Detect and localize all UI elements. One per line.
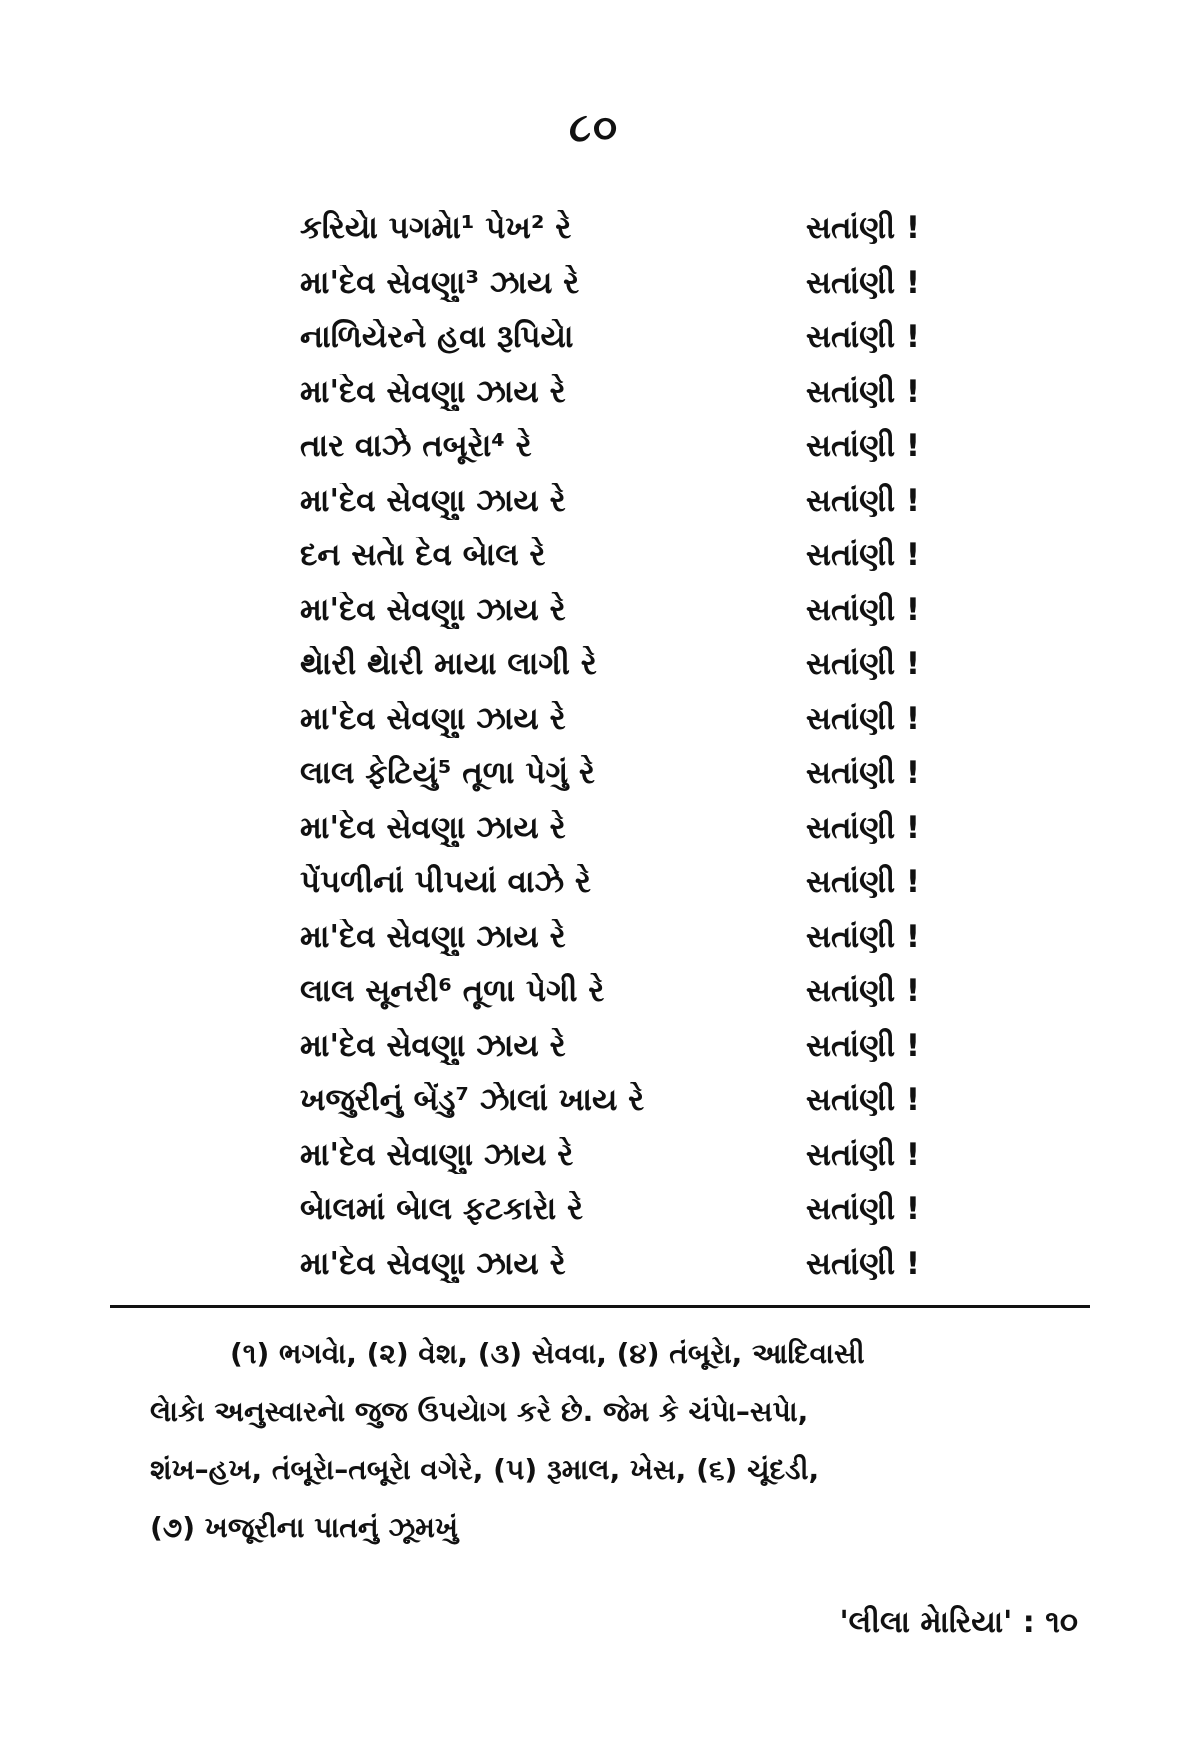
poem-line — [300, 701, 920, 756]
poem-line-text: મા'દેવ સેવણુા ઝાય રે — [300, 482, 566, 519]
page-number: ૮૦ — [568, 105, 620, 151]
poem-line-text: મા'દેવ સેવાણુા ઝાય રે — [300, 1136, 574, 1173]
poem-line — [300, 1028, 920, 1083]
poem-line-refrain: સતાંણી ! — [805, 646, 920, 682]
footnote-line: (૭) ખજૂરીના પાતનું ઝૂમખું — [150, 1511, 458, 1544]
poem-line — [300, 428, 920, 483]
poem-line-text: ખજુરીનું બેંડુ⁷ ઝેાલાં ખાય રે — [300, 1082, 645, 1118]
poem-line-refrain: સતાંણી ! — [805, 973, 920, 1009]
poem-line-text: મા'દેવ સેવણુા ઝાય રે — [300, 809, 566, 846]
poem-line — [300, 864, 920, 919]
footnotes — [150, 1325, 1090, 1557]
footnote-line: શંખ–હખ, તંબૂરેા–તબૂરેા વગેરે, (૫) રૂમાલ, ખેસ, (૬) ચૂંદડી, — [150, 1453, 820, 1486]
poem-line-refrain: સતાંણી ! — [805, 210, 920, 246]
poem-line — [300, 1191, 920, 1246]
poem-line-text: મા'દેવ સેવણુા ઝાય રે — [300, 1245, 566, 1282]
poem-line — [300, 973, 920, 1028]
poem-line-text: મા'દેવ સેવણુા ઝાય રે — [300, 591, 566, 628]
poem-line-text: નાળિયેરને હવા રૂપિયેા — [300, 319, 574, 355]
poem-line — [300, 919, 920, 974]
poem-line — [300, 483, 920, 538]
poem-line — [300, 1246, 920, 1301]
poem-line — [300, 265, 920, 320]
poem-line-refrain: સતાંણી ! — [805, 918, 920, 955]
poem-line — [300, 646, 920, 701]
poem-line — [300, 537, 920, 592]
poem-line — [300, 755, 920, 810]
poem-line — [300, 319, 920, 374]
book-footer: 'લીલા મેારિયા' : ૧૦ — [839, 1605, 1078, 1640]
poem-line-refrain: સતાંણી ! — [805, 264, 920, 301]
footnote-divider — [110, 1305, 1090, 1308]
poem-line-text: લાલ સૂનરી⁶ તૂળા પેગી રે — [300, 973, 605, 1009]
poem-line-text: મા'દેવ સેવણુા ઝાય રે — [300, 1027, 566, 1064]
poem-line-text: મા'દેવ સેવણુા ઝાય રે — [300, 700, 566, 737]
poem-line-refrain: સતાંણી ! — [805, 1027, 920, 1064]
poem-line — [300, 1082, 920, 1137]
poem-line-text: લાલ ફેટિયું⁵ તૂળા પેગું રે — [300, 755, 595, 791]
poem-line-refrain: સતાંણી ! — [805, 1136, 920, 1173]
poem-line-refrain: સતાંણી ! — [805, 482, 920, 519]
poem-line-text: દન સતેા દેવ બેાલ રે — [300, 537, 546, 573]
poem-line-text: કરિયેા પગમેા¹ પેખ² રે — [300, 210, 572, 246]
poem-line-refrain: સતાંણી ! — [805, 537, 920, 573]
poem-line-refrain: સતાંણી ! — [805, 1082, 920, 1118]
footnote-line: (૧) ભગવેા, (૨) વેશ, (૩) સેવવા, (૪) તંબૂરેા, આદિવાસી — [230, 1337, 865, 1370]
poem-line-refrain: સતાંણી ! — [805, 755, 920, 791]
poem-line-refrain: સતાંણી ! — [805, 864, 920, 900]
poem-line-refrain: સતાંણી ! — [805, 591, 920, 628]
poem-line-refrain: સતાંણી ! — [805, 1191, 920, 1227]
footnote-line: લેાકેા અનુસ્વારનેા જુજ ઉપયેાગ કરે છે. જેમ કે ચંપેા–સપેા, — [150, 1395, 809, 1428]
poem-line-refrain: સતાંણી ! — [805, 700, 920, 737]
poem-line-text: મા'દેવ સેવણુા ઝાય રે — [300, 918, 566, 955]
poem-line-refrain: સતાંણી ! — [805, 428, 920, 464]
poem-line — [300, 374, 920, 429]
poem-line — [300, 810, 920, 865]
poem-line-refrain: સતાંણી ! — [805, 1245, 920, 1282]
poem-line — [300, 210, 920, 265]
poem-line-text: બેાલમાં બેાલ ફટકારેા રે — [300, 1191, 584, 1227]
poem-line-text: મા'દેવ સેવણુા ઝાય રે — [300, 373, 566, 410]
poem-line-refrain: સતાંણી ! — [805, 373, 920, 410]
poem — [300, 210, 920, 1300]
poem-line — [300, 592, 920, 647]
poem-line-text: મા'દેવ સેવણુા³ ઝાય રે — [300, 264, 580, 301]
poem-line-text: થેારી થેારી માયા લાગી રે — [300, 646, 597, 682]
poem-line-text: તાર વાઝે તબૂરેા⁴ રે — [300, 428, 532, 464]
poem-line-text: પેંપળીનાં પીપયાં વાઝે રે — [300, 864, 591, 900]
poem-line-refrain: સતાંણી ! — [805, 809, 920, 846]
poem-line — [300, 1137, 920, 1192]
poem-line-refrain: સતાંણી ! — [805, 319, 920, 355]
